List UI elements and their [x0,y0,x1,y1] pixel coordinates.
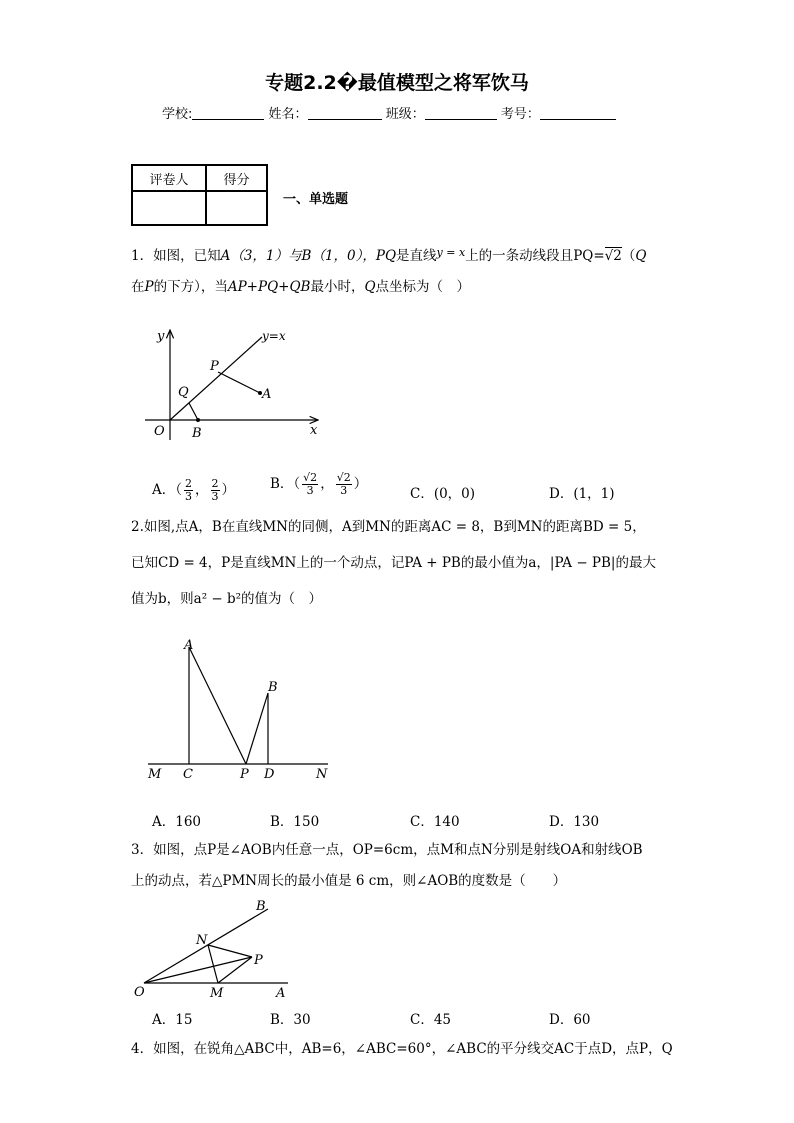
q1-text: 的下方），当 [153,279,228,295]
q1-opt-text: ） [221,482,235,498]
point-b [196,418,200,422]
q1-text: 是直线 [396,248,437,264]
label-b: B [268,680,278,695]
q1-text: Q [364,279,376,295]
grader-cell[interactable] [132,191,206,225]
q1-option-d[interactable]: D．(1，1) [549,486,615,502]
q1-option-a[interactable] [152,478,235,503]
line-label: y=x [262,329,286,343]
school-label: 学校: [162,107,193,122]
q3-option-d[interactable]: D．60 [549,1012,591,1028]
school-field[interactable] [192,106,264,120]
y-label: y [157,329,165,344]
q2-option-c[interactable]: C．140 [410,814,460,830]
denominator: 3 [306,484,314,497]
label-m: M [210,986,224,1001]
q1-opt-text: B．（ [270,476,301,492]
q3-option-c[interactable]: C．45 [410,1012,452,1028]
denominator: 3 [211,490,219,503]
q2-figure [140,635,340,785]
class-field[interactable] [425,106,497,120]
q1-text: AP+PQ+QB [227,279,311,295]
q1-text: PQ= [573,248,605,264]
numerator: 2 [185,477,192,490]
q1-text: 点坐标为（ ） [375,279,471,295]
q1-text: 1．如图，已知 [131,248,221,264]
q1-text: 上的一条动线段且 [465,248,574,264]
q2-option-b[interactable]: B．150 [270,814,320,830]
class-label: 班级： [385,107,425,122]
fraction [336,472,352,497]
q1-formula: y = x [436,246,466,259]
q1-text: B（1，0）， [301,248,376,264]
segment-qb [189,403,198,420]
score-table [131,164,268,226]
label-o: O [134,985,145,1000]
q1-text: P [144,279,154,295]
q1-text: Q [635,248,647,264]
q2-option-d[interactable]: D．130 [549,814,600,830]
label-a: A [276,986,286,1001]
label-a: A [184,638,194,653]
label-p: P [210,359,219,374]
label-b: B [192,426,202,441]
q1-opt-text: ） [353,476,368,492]
segment-pa [218,372,260,393]
label-d: D [264,767,275,782]
page-title: 专题2.2�最值模型之将军饮马 [265,72,529,94]
score-label: 得分 [206,165,267,191]
denominator: 3 [340,484,348,497]
segment-np [208,945,252,957]
label-p: P [254,953,263,968]
label-b: B [256,899,266,914]
score-cell[interactable] [206,191,267,225]
q1-text: A（3，1）与 [220,248,302,264]
denominator: 3 [185,490,192,503]
fraction [302,472,318,497]
q2-option-a[interactable]: A．160 [152,814,202,830]
name-field[interactable] [308,106,382,120]
q1-option-b[interactable] [270,472,367,497]
label-a: A [262,387,272,402]
question-2-line-1: 2.如图,点A，B在直线MN的同侧，A到MN的距离AC = 8，B到MN的距离BD = 5， [131,519,646,535]
q3-figure [130,895,305,1005]
q1-opt-text: ， [195,482,209,498]
label-m: M [148,767,162,782]
q3-option-b[interactable]: B．30 [270,1012,311,1028]
label-n: N [196,933,208,948]
question-2-line-3: 值为b，则a² − b²的值为（ ） [131,591,323,607]
q1-text: 在 [131,279,145,295]
exam-no-label: 考号： [500,107,540,122]
q1-sqrt: √2 [604,248,622,264]
question-4-line-1: 4．如图，在锐角△ABC中，AB=6，∠ABC=60°，∠ABC的平分线交AC于点D，点P，Q [131,1041,673,1057]
q3-option-a[interactable]: A．15 [152,1012,193,1028]
fraction [184,478,193,503]
label-n: N [316,767,328,782]
q1-text: 最小时， [310,279,365,295]
grader-label: 评卷人 [132,165,206,191]
q1-opt-text: ， [320,476,334,492]
q1-text: （ [621,248,636,264]
numerator: √2 [303,471,318,484]
label-c: C [183,767,193,782]
numerator: √2 [336,471,351,484]
q1-option-c[interactable]: C．(0，0) [410,486,476,502]
name-label: 姓名： [268,107,308,122]
segment-nm [208,945,218,983]
line-y-eq-x [170,337,262,420]
q1-opt-text: A．（ [152,482,182,498]
label-o: O [154,424,165,439]
section-title: 一、单选题 [283,192,349,207]
label-p: P [240,767,249,782]
question-3-line-2: 上的动点，若△PMN周长的最小值是 6 cm，则∠AOB的度数是（ ） [131,873,567,889]
question-1-line-1 [131,244,646,265]
label-q: Q [178,385,189,400]
numerator: 2 [211,477,219,490]
q1-text: PQ [375,248,397,264]
question-3-line-1: 3．如图，点P是∠AOB内任意一点，OP=6cm，点M和点N分别是射线OA和射线OB [131,842,643,858]
x-label: x [310,423,318,438]
question-2-line-2: 已知CD = 4，P是直线MN上的一个动点，记PA + PB的最小值为a，|PA − PB|的最大 [131,555,656,571]
student-info-line [162,103,616,122]
segment-pb [246,693,268,764]
segment-ap [189,647,246,764]
question-1-line-2 [131,278,470,296]
exam-no-field[interactable] [540,106,616,120]
fraction [211,478,220,503]
q1-figure [140,320,340,445]
